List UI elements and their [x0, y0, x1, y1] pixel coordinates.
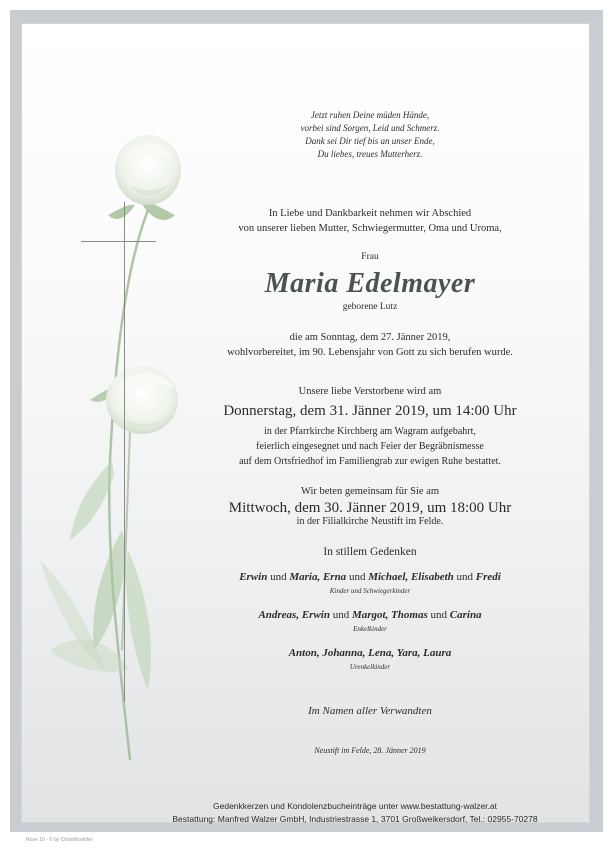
- deceased-name: Maria Edelmayer: [264, 268, 476, 299]
- funeral-line: in der Pfarrkirche Kirchberg am Wagram aufgebahrt,: [264, 426, 476, 437]
- funeral-line: feierlich eingesegnet und nach Feier der Begräbnismesse: [256, 441, 484, 452]
- grandchildren-names: [190, 609, 550, 621]
- mourners-heading: In stillem Gedenken: [323, 546, 417, 558]
- children-names: [190, 571, 550, 583]
- place-date: Neustift im Felde, 28. Jänner 2019: [314, 746, 426, 755]
- mourner-name: Andreas, Erwin: [258, 609, 330, 621]
- intro-line: In Liebe und Dankbarkeit nehmen wir Abschied: [268, 208, 472, 219]
- great-grandchildren-relation: Urenkelkinder: [349, 663, 391, 671]
- death-line: wohlvorbereitet, im 90. Lebensjahr von Gott zu sich berufen wurde.: [227, 347, 513, 358]
- grandchildren-relation: Enkelkinder: [353, 625, 387, 633]
- prayer-place: in der Filialkirche Neustift im Felde.: [296, 516, 444, 527]
- birth-name: geborene Lutz: [342, 302, 398, 312]
- death-line: die am Sonntag, dem 27. Jänner 2019,: [289, 332, 451, 343]
- poem-line: Jetzt ruhen Deine müden Hände,: [310, 110, 430, 120]
- prayer-announce: Wir beten gemeinsam für Sie am: [300, 486, 440, 497]
- mourner-name: Maria, Erna: [289, 571, 347, 583]
- joiner: und: [346, 571, 369, 583]
- mourner-name: Carina: [449, 609, 482, 621]
- intro-text: [190, 206, 550, 236]
- cross-vertical: [124, 202, 125, 702]
- mourner-name: Margot, Thomas: [351, 609, 428, 621]
- image-credit: Rose 10 - © by Christ/Koehler: [26, 837, 93, 843]
- white-rose-illustration: [30, 130, 190, 770]
- funeral-announce: Unsere liebe Verstorbene wird am: [298, 386, 442, 397]
- joiner: und: [329, 609, 352, 621]
- poem-line: Du liebes, treues Mutterherz.: [317, 149, 423, 159]
- closing-line: Im Namen aller Verwandten: [308, 705, 432, 717]
- intro-line: von unserer lieben Mutter, Schwiegermutter, Oma und Uroma,: [238, 223, 502, 234]
- footer-line: Gedenkkerzen und Kondolenzbucheinträge unter www.bestattung-walzer.at: [213, 801, 497, 811]
- joiner: und: [453, 571, 476, 583]
- mourner-name: Fredi: [475, 571, 501, 583]
- children-relation: Kinder und Schwiegerkinder: [329, 587, 411, 595]
- mourner-name: Erwin: [239, 571, 268, 583]
- joiner: und: [427, 609, 450, 621]
- poem-line: vorbei sind Sorgen, Leid und Schmerz.: [300, 123, 440, 133]
- prayer-datetime: Mittwoch, dem 30. Jänner 2019, um 18:00 Uhr: [228, 500, 512, 516]
- poem: [190, 109, 550, 161]
- footer-line: Bestattung: Manfred Walzer GmbH, Industriestrasse 1, 3701 Großweikersdorf, Tel.: 02955-70278: [172, 814, 538, 824]
- cross-horizontal: [81, 241, 156, 242]
- funeral-details: [190, 424, 550, 469]
- mourner-name: Anton, Johanna, Lena, Yara, Laura: [288, 647, 452, 659]
- poem-line: Dank sei Dir tief bis an unser Ende,: [305, 136, 435, 146]
- joiner: und: [267, 571, 290, 583]
- great-grandchildren-names: [190, 647, 550, 659]
- death-notice: [190, 330, 550, 360]
- funeral-line: auf dem Ortsfriedhof im Familiengrab zur ewigen Ruhe bestattet.: [239, 456, 501, 467]
- mourner-name: Michael, Elisabeth: [368, 571, 454, 583]
- funeral-datetime: Donnerstag, dem 31. Jänner 2019, um 14:00 Uhr: [223, 403, 517, 419]
- name-prefix: Frau: [361, 252, 379, 262]
